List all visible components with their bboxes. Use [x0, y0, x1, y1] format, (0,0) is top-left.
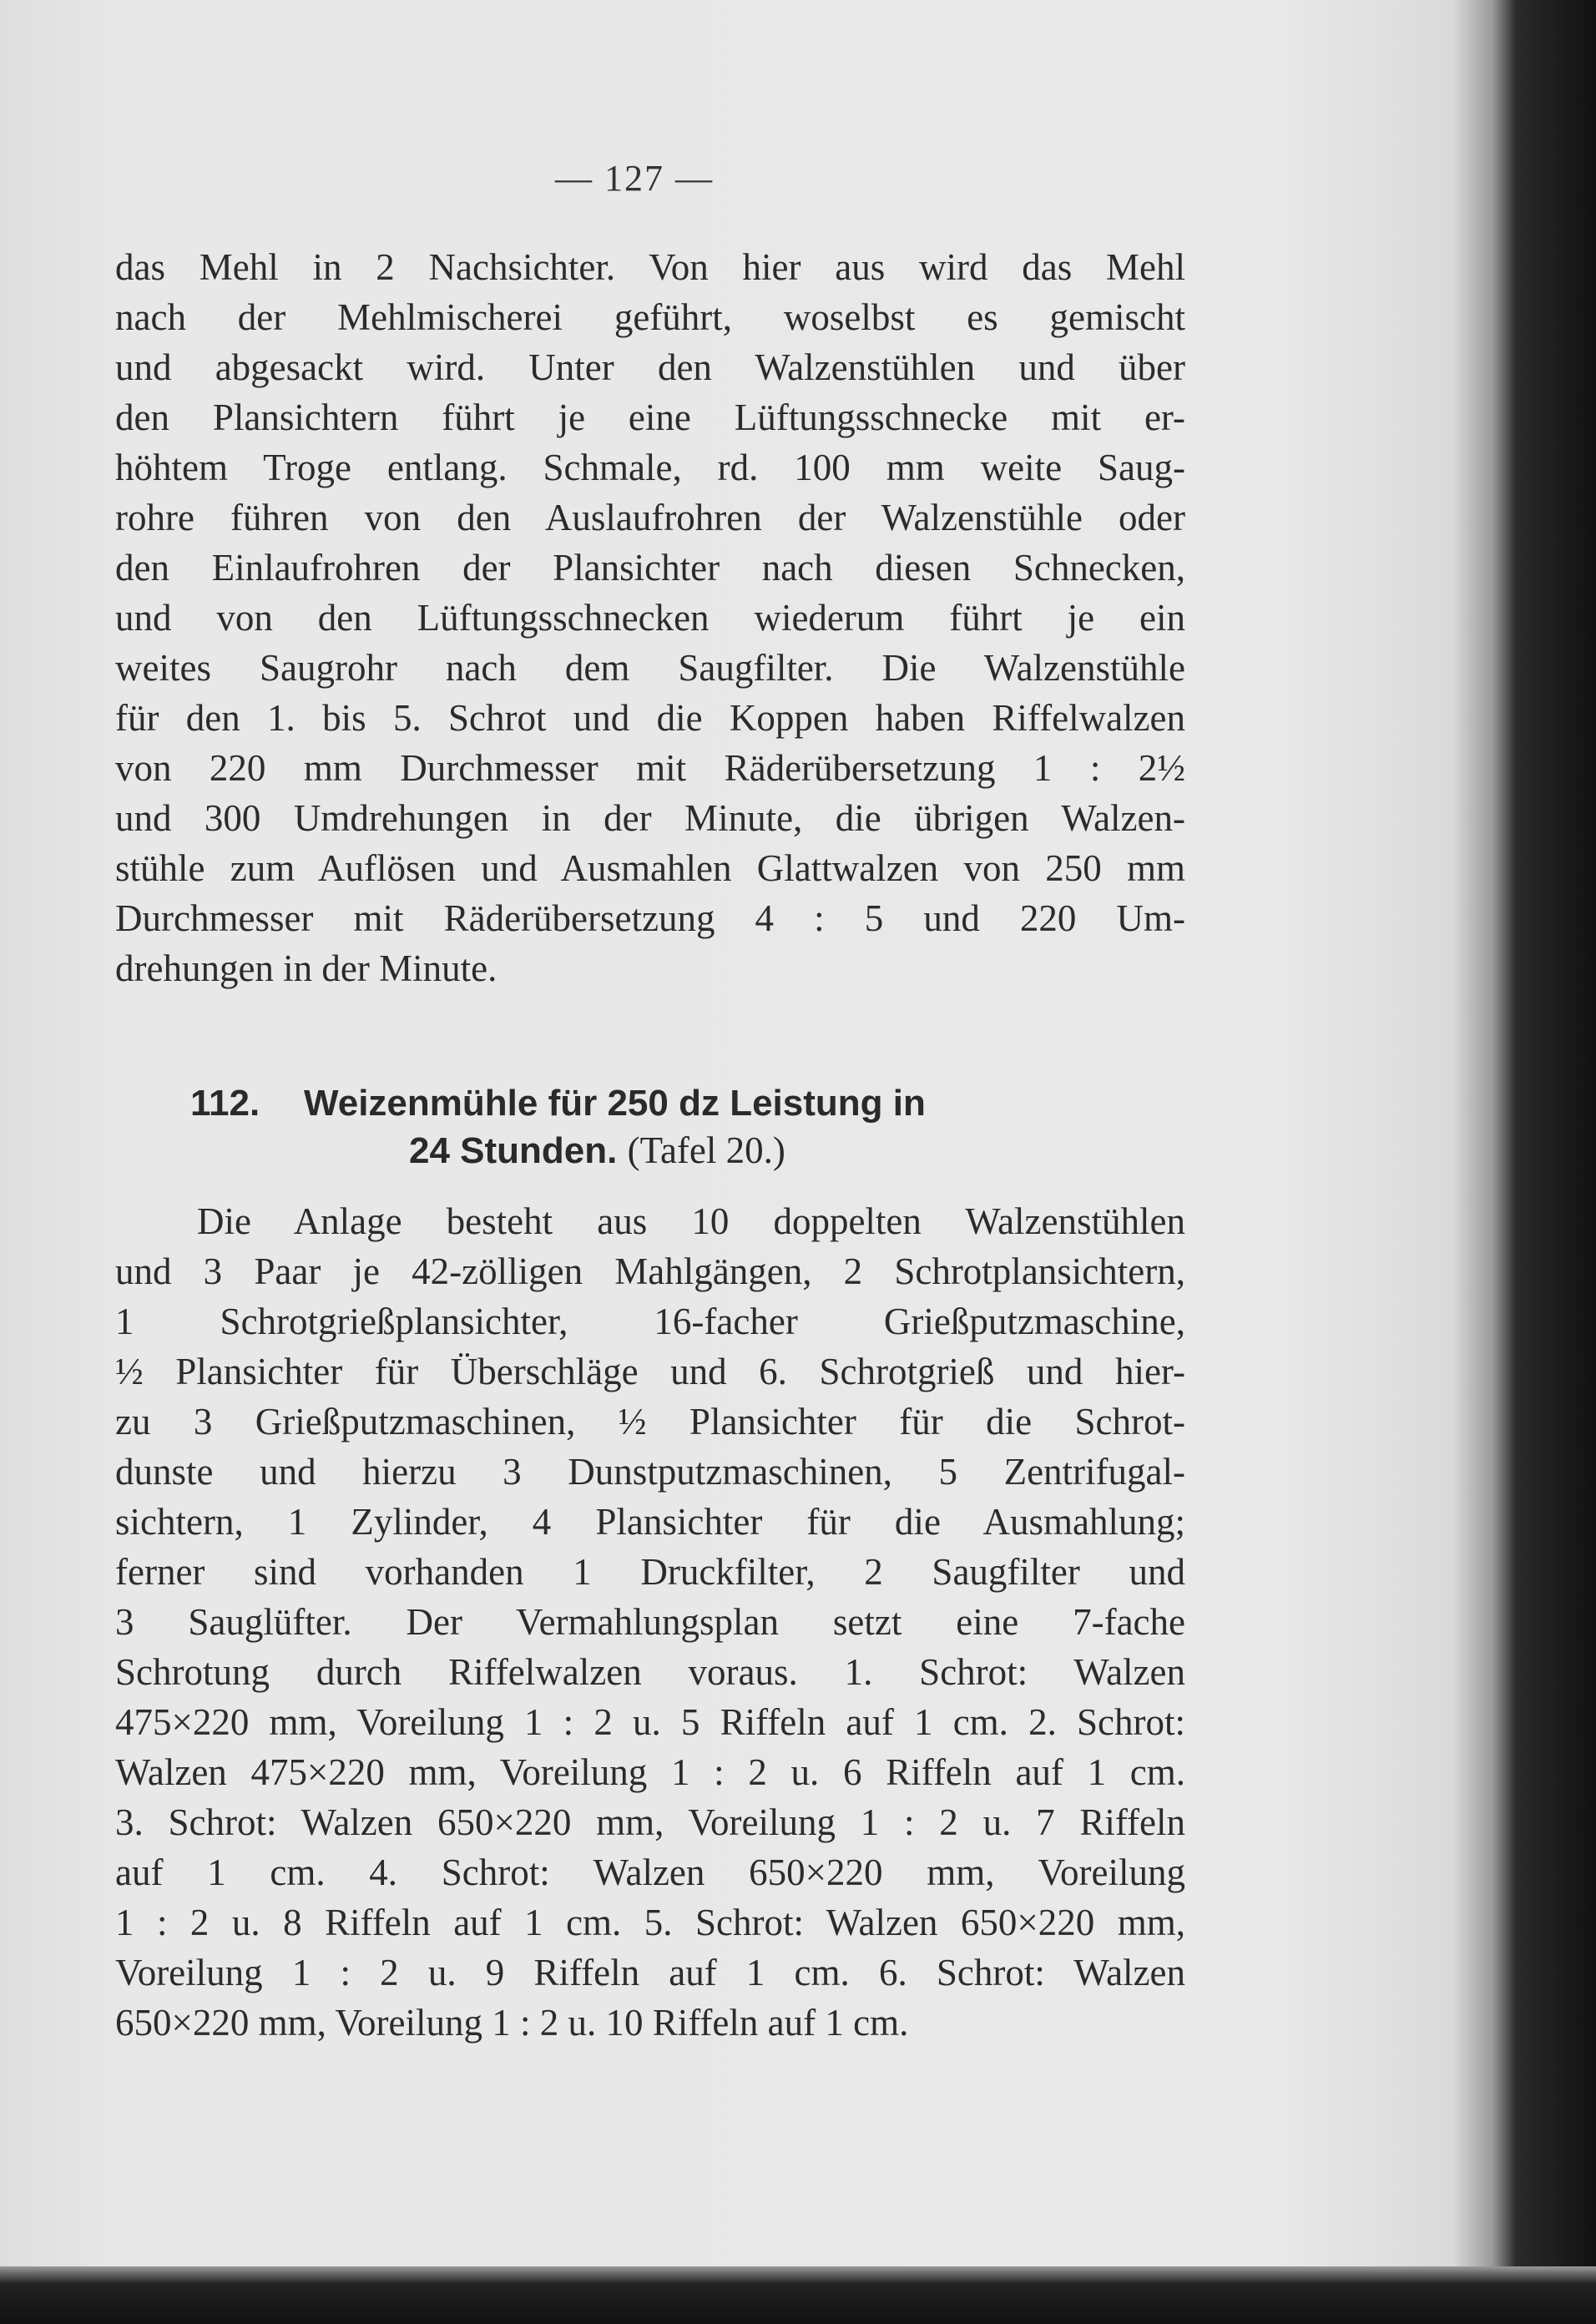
section-number: 112.: [190, 1083, 260, 1124]
plate-reference: (Tafel 20.): [627, 1129, 785, 1171]
text-line: drehungen in der Minute.: [115, 947, 497, 989]
page-number: — 127 —: [555, 158, 714, 199]
paragraph-2: [115, 1196, 1185, 2048]
text-line: zu 3 Grießputzmaschinen, ½ Plansichter für die Schrot-: [115, 1401, 1185, 1442]
text-line: dunste und hierzu 3 Dunstputzmaschinen, 5 Zentrifugal-: [115, 1451, 1185, 1493]
text-line: Voreilung 1 : 2 u. 9 Riffeln auf 1 cm. 6. Schrot: Walzen: [115, 1952, 1185, 1993]
scan-bottom-edge: [0, 2266, 1596, 2324]
text-line: 475×220 mm, Voreilung 1 : 2 u. 5 Riffeln auf 1 cm. 2. Schrot:: [115, 1701, 1185, 1743]
section-title-line-2: [409, 1129, 785, 1172]
paragraph-1: [115, 242, 1185, 993]
text-line: den Plansichtern führt je eine Lüftungsschnecke mit er-: [115, 397, 1185, 438]
text-line: Schrotung durch Riffelwalzen voraus. 1. Schrot: Walzen: [115, 1651, 1185, 1693]
text-line: 3 Sauglüfter. Der Vermahlungsplan setzt eine 7-fache: [115, 1601, 1185, 1643]
text-line: 1 Schrotgrießplansichter, 16-facher Grießputzmaschine,: [115, 1301, 1185, 1342]
text-line: sichtern, 1 Zylinder, 4 Plansichter für die Ausmahlung;: [115, 1501, 1185, 1543]
text-line: Walzen 475×220 mm, Voreilung 1 : 2 u. 6 Riffeln auf 1 cm.: [115, 1751, 1185, 1793]
text-line: 650×220 mm, Voreilung 1 : 2 u. 10 Riffeln auf 1 cm.: [115, 2002, 909, 2044]
text-line: nach der Mehlmischerei geführt, woselbst es gemischt: [115, 296, 1185, 338]
text-line: Die Anlage besteht aus 10 doppelten Walzenstühlen: [197, 1200, 1185, 1242]
text-line: und 300 Umdrehungen in der Minute, die übrigen Walzen-: [115, 797, 1185, 839]
text-line: ½ Plansichter für Überschläge und 6. Schrotgrieß und hier-: [115, 1351, 1185, 1392]
text-line: Durchmesser mit Räderübersetzung 4 : 5 und 220 Um-: [115, 897, 1185, 939]
text-line: das Mehl in 2 Nachsichter. Von hier aus wird das Mehl: [115, 246, 1185, 288]
text-line: weites Saugrohr nach dem Saugfilter. Die Walzenstühle: [115, 647, 1185, 689]
text-line: und von den Lüftungsschnecken wiederum führt je ein: [115, 597, 1185, 639]
text-line: höhtem Troge entlang. Schmale, rd. 100 mm weite Saug-: [115, 447, 1185, 488]
section-title-line-2-text: 24 Stunden.: [409, 1130, 618, 1171]
text-line: rohre führen von den Auslaufrohren der Walzenstühle oder: [115, 497, 1185, 538]
text-line: 1 : 2 u. 8 Riffeln auf 1 cm. 5. Schrot: Walzen 650×220 mm,: [115, 1902, 1185, 1943]
text-line: ferner sind vorhanden 1 Druckfilter, 2 Saugfilter und: [115, 1551, 1185, 1593]
text-line: den Einlaufrohren der Plansichter nach diesen Schnecken,: [115, 547, 1185, 589]
text-line: und abgesackt wird. Unter den Walzenstühlen und über: [115, 346, 1185, 388]
text-line: auf 1 cm. 4. Schrot: Walzen 650×220 mm, Voreilung: [115, 1852, 1185, 1893]
section-title-line-1: Weizenmühle für 250 dz Leistung in: [304, 1083, 926, 1124]
text-line: für den 1. bis 5. Schrot und die Koppen haben Riffelwalzen: [115, 697, 1185, 739]
text-line: von 220 mm Durchmesser mit Räderübersetzung 1 : 2½: [115, 747, 1185, 789]
text-line: 3. Schrot: Walzen 650×220 mm, Voreilung 1 : 2 u. 7 Riffeln: [115, 1801, 1185, 1843]
text-line: stühle zum Auflösen und Ausmahlen Glattwalzen von 250 mm: [115, 847, 1185, 889]
text-line: und 3 Paar je 42-zölligen Mahlgängen, 2 Schrotplansichtern,: [115, 1250, 1185, 1292]
